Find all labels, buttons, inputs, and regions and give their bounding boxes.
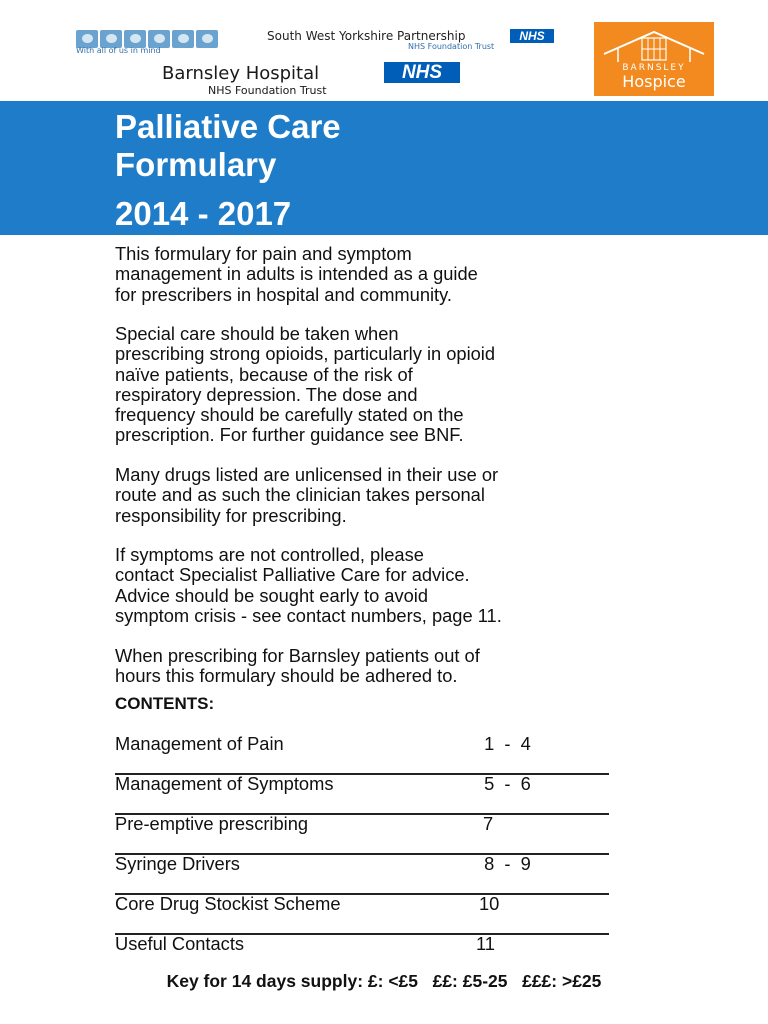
hospice-logo-top-text: BARNSLEY [622,63,686,73]
title-band [0,101,768,235]
contents-item-label: Management of Symptoms [115,773,334,794]
hospice-logo-bottom-text: Hospice [622,72,686,91]
contents-item-label: Pre-emptive prescribing [115,813,309,834]
contents-item-label: Useful Contacts [115,933,245,954]
contents-item-label: Syringe Drivers [115,853,240,874]
intro-paragraph: This formulary for pain and symptom management in adults is intended as a guide for prescribers in hospital and community. [115,243,478,305]
contents-heading: CONTENTS: [115,694,215,713]
opioid-warning-paragraph: Special care should be taken when prescribing strong opioids, particularly in opioid naïve patients, because of the risk of respiratory depression. The dose and frequency should be carefully stated on the prescription. For further guidance see BNF. [115,323,496,446]
title-line-1: Palliative Care [115,108,341,145]
contents-item-label: Management of Pain [115,733,284,754]
contents-item-pages: 5 - 6 [479,773,531,794]
unlicensed-drugs-paragraph: Many drugs listed are unlicensed in their use or route and as such the clinician takes personal responsibility for prescribing. [115,464,499,526]
contents-item-pages: 11 [476,933,495,954]
title-years: 2014 - 2017 [115,195,292,232]
cost-key: Key for 14 days supply: £: <£5 ££: £5-25 £££: >£25 [166,971,602,991]
contents-row [115,933,609,973]
nhs-logo-small: NHS [510,29,554,43]
contents-row [115,733,609,775]
title-line-2: Formulary [115,146,277,183]
swyp-tagline: With all of us in mind [76,46,161,55]
contents-item-pages: 7 [483,813,494,834]
contents-item-pages: 10 [479,893,500,914]
barnsley-hospital-name: Barnsley Hospital [162,63,320,84]
contents-item-label: Core Drug Stockist Scheme [115,893,341,914]
swyp-trust-name: South West Yorkshire Partnership [267,29,466,43]
out-of-hours-paragraph: When prescribing for Barnsley patients out of hours this formulary should be adhered to. [115,645,480,687]
contents-item-pages: 8 - 9 [479,853,531,874]
barnsley-hospital-trust: NHS Foundation Trust [208,84,327,97]
contents-item-pages: 1 - 4 [479,733,531,754]
nhs-logo-large: NHS [384,62,460,83]
contents-row [115,853,609,895]
contents-row [115,773,609,815]
barnsley-hospice-logo [594,22,714,96]
contents-row [115,813,609,855]
swyp-trust-subtitle: NHS Foundation Trust [408,42,495,51]
contents-row [115,893,609,935]
specialist-advice-paragraph: If symptoms are not controlled, please contact Specialist Palliative Care for advice. Advice should be sought early to avoid symptom crisis - see contact numbers, page 11. [115,544,502,626]
